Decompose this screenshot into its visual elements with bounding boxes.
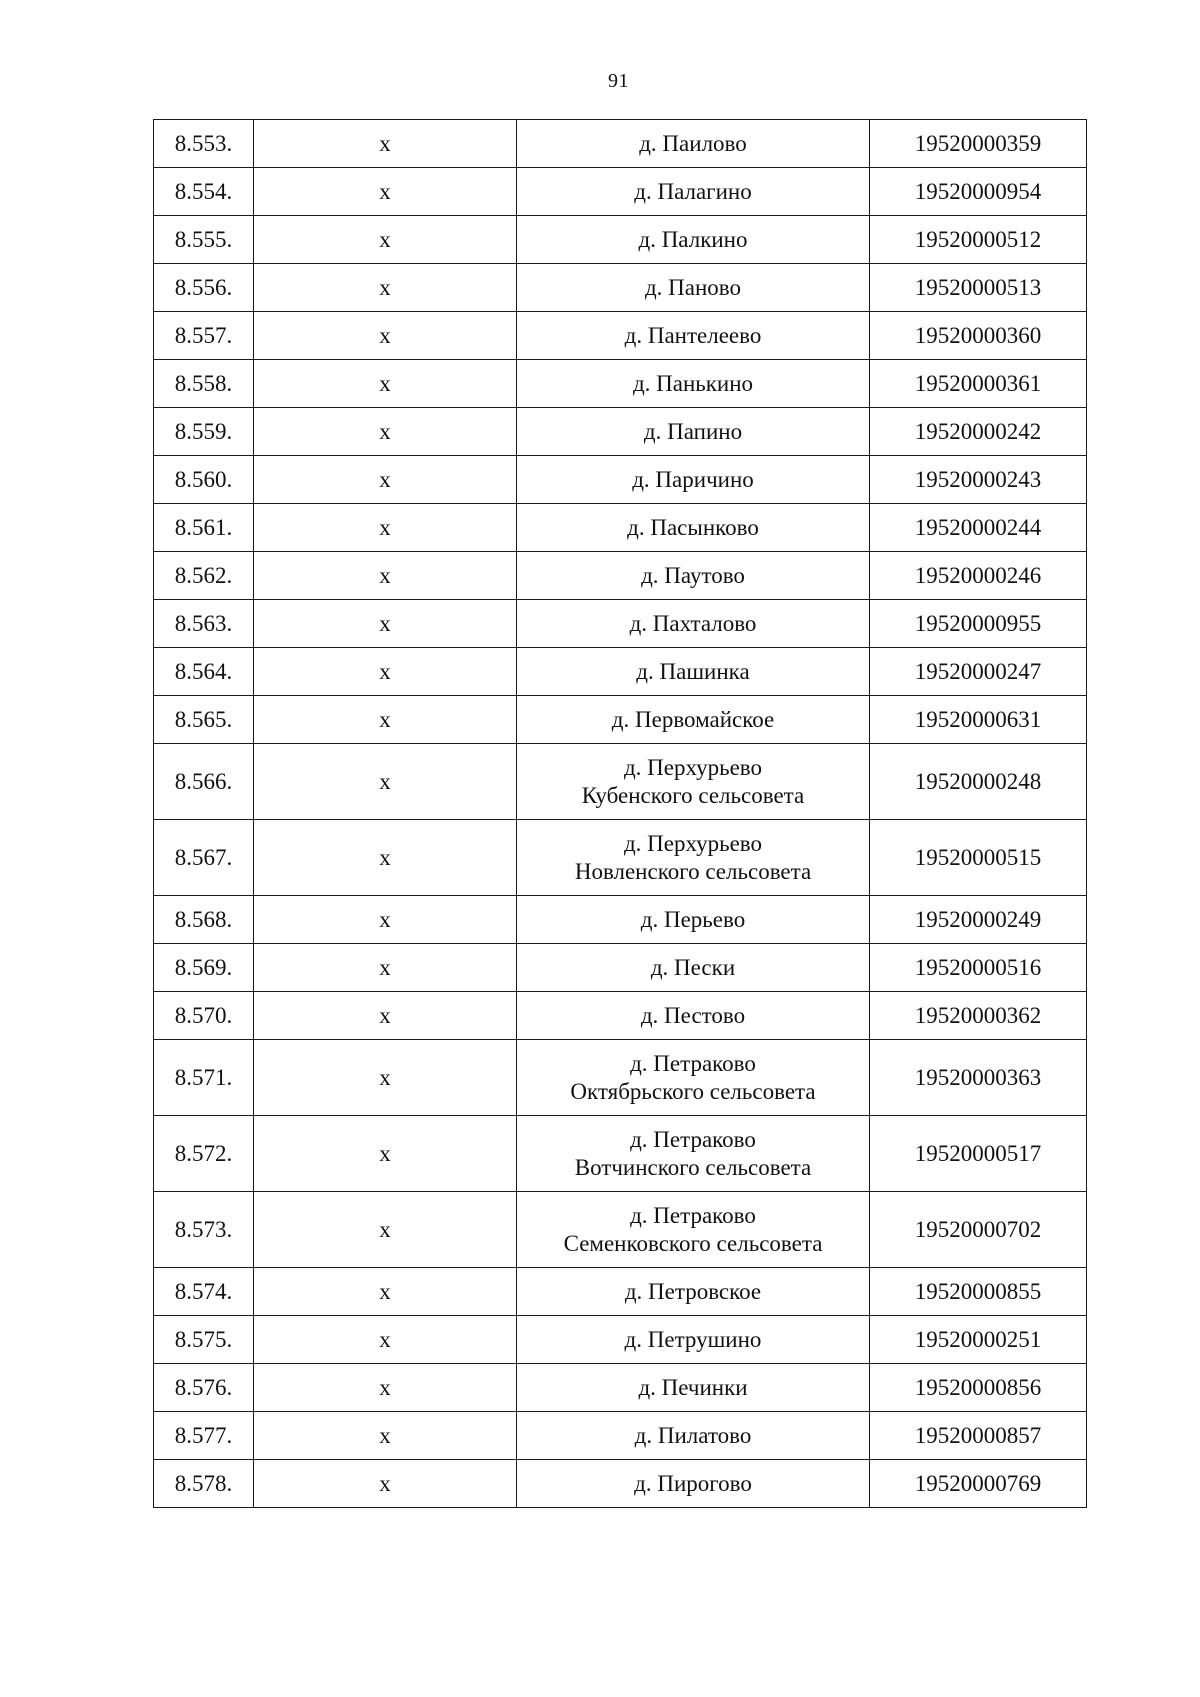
- settlement-name-cell: [517, 1316, 870, 1364]
- settlement-name-line: Семенковского сельсовета: [563, 1230, 823, 1256]
- settlement-name-line: д. Палкино: [638, 226, 748, 252]
- settlement-name-cell: [517, 1268, 870, 1316]
- settlement-name-line: д. Пантелеево: [624, 322, 762, 348]
- table-row: [154, 360, 1087, 408]
- table-row: [154, 744, 1087, 820]
- settlement-name-line: д. Петраково: [630, 1126, 756, 1152]
- settlement-name-line: д. Пасынково: [627, 514, 759, 540]
- settlement-name-cell: [517, 1040, 870, 1116]
- settlement-name-cell: [517, 1460, 870, 1508]
- code-cell: 19520000251: [870, 1316, 1087, 1364]
- code-cell: 19520000955: [870, 600, 1087, 648]
- table-row: [154, 992, 1087, 1040]
- code-cell: 19520000702: [870, 1192, 1087, 1268]
- mark-cell: х: [254, 120, 517, 168]
- row-number-cell: 8.572.: [154, 1116, 254, 1192]
- mark-cell: х: [254, 896, 517, 944]
- code-cell: 19520000631: [870, 696, 1087, 744]
- row-number-cell: 8.576.: [154, 1364, 254, 1412]
- row-number-cell: 8.562.: [154, 552, 254, 600]
- settlement-name-cell: [517, 552, 870, 600]
- settlement-name-line: д. Пахталово: [629, 610, 757, 636]
- code-cell: 19520000517: [870, 1116, 1087, 1192]
- settlement-name-line: Вотчинского сельсовета: [574, 1154, 812, 1180]
- mark-cell: х: [254, 944, 517, 992]
- row-number-cell: 8.567.: [154, 820, 254, 896]
- row-number-cell: 8.577.: [154, 1412, 254, 1460]
- table-row: [154, 216, 1087, 264]
- table-row: [154, 408, 1087, 456]
- table-row: [154, 120, 1087, 168]
- settlement-name-cell: [517, 168, 870, 216]
- settlement-name-cell: [517, 1412, 870, 1460]
- settlement-name-cell: [517, 1364, 870, 1412]
- row-number-cell: 8.571.: [154, 1040, 254, 1116]
- row-number-cell: 8.569.: [154, 944, 254, 992]
- table-row: [154, 552, 1087, 600]
- table-row: [154, 1116, 1087, 1192]
- settlement-name-line: д. Петровское: [624, 1278, 762, 1304]
- settlement-name-cell: [517, 264, 870, 312]
- mark-cell: х: [254, 456, 517, 504]
- code-cell: 19520000362: [870, 992, 1087, 1040]
- mark-cell: х: [254, 264, 517, 312]
- table-row: [154, 168, 1087, 216]
- code-cell: 19520000360: [870, 312, 1087, 360]
- settlement-name-line: д. Петраково: [630, 1202, 756, 1228]
- table-row: [154, 696, 1087, 744]
- settlement-name-cell: [517, 312, 870, 360]
- row-number-cell: 8.561.: [154, 504, 254, 552]
- mark-cell: х: [254, 1412, 517, 1460]
- settlement-name-cell: [517, 504, 870, 552]
- settlements-table: [153, 119, 1087, 1508]
- row-number-cell: 8.557.: [154, 312, 254, 360]
- mark-cell: х: [254, 1116, 517, 1192]
- settlement-name-line: д. Первомайское: [611, 706, 775, 732]
- mark-cell: х: [254, 1316, 517, 1364]
- table-row: [154, 312, 1087, 360]
- table-row: [154, 264, 1087, 312]
- settlement-name-line: д. Перьево: [640, 906, 746, 932]
- row-number-cell: 8.559.: [154, 408, 254, 456]
- mark-cell: х: [254, 1364, 517, 1412]
- settlement-name-cell: [517, 408, 870, 456]
- row-number-cell: 8.560.: [154, 456, 254, 504]
- code-cell: 19520000243: [870, 456, 1087, 504]
- code-cell: 19520000855: [870, 1268, 1087, 1316]
- row-number-cell: 8.564.: [154, 648, 254, 696]
- row-number-cell: 8.565.: [154, 696, 254, 744]
- code-cell: 19520000857: [870, 1412, 1087, 1460]
- settlement-name-line: д. Перхурьево: [623, 754, 763, 780]
- row-number-cell: 8.563.: [154, 600, 254, 648]
- settlement-name-line: Кубенского сельсовета: [581, 782, 805, 808]
- settlement-name-cell: [517, 216, 870, 264]
- table-row: [154, 504, 1087, 552]
- row-number-cell: 8.570.: [154, 992, 254, 1040]
- row-number-cell: 8.578.: [154, 1460, 254, 1508]
- code-cell: 19520000359: [870, 120, 1087, 168]
- mark-cell: х: [254, 216, 517, 264]
- mark-cell: х: [254, 168, 517, 216]
- code-cell: 19520000249: [870, 896, 1087, 944]
- settlement-name-line: д. Паново: [644, 274, 742, 300]
- settlement-name-cell: [517, 120, 870, 168]
- row-number-cell: 8.574.: [154, 1268, 254, 1316]
- settlement-name-line: д. Петрушино: [624, 1326, 762, 1352]
- settlement-name-line: д. Папино: [643, 418, 743, 444]
- table-row: [154, 820, 1087, 896]
- settlement-name-cell: [517, 696, 870, 744]
- mark-cell: х: [254, 696, 517, 744]
- code-cell: 19520000513: [870, 264, 1087, 312]
- table-row: [154, 1364, 1087, 1412]
- settlement-name-cell: [517, 1192, 870, 1268]
- settlement-name-cell: [517, 600, 870, 648]
- table-row: [154, 944, 1087, 992]
- code-cell: 19520000247: [870, 648, 1087, 696]
- settlement-name-cell: [517, 456, 870, 504]
- mark-cell: х: [254, 504, 517, 552]
- code-cell: 19520000856: [870, 1364, 1087, 1412]
- table-row: [154, 600, 1087, 648]
- settlement-name-line: Октябрьского сельсовета: [570, 1078, 816, 1104]
- table-row: [154, 896, 1087, 944]
- mark-cell: х: [254, 552, 517, 600]
- mark-cell: х: [254, 744, 517, 820]
- settlement-name-line: д. Палагино: [634, 178, 752, 204]
- mark-cell: х: [254, 360, 517, 408]
- settlement-name-cell: [517, 944, 870, 992]
- table-row: [154, 1460, 1087, 1508]
- settlement-name-cell: [517, 896, 870, 944]
- settlement-name-line: д. Печинки: [638, 1374, 748, 1400]
- table-row: [154, 1192, 1087, 1268]
- settlements-table-body: [154, 120, 1087, 1508]
- settlement-name-line: д. Паричино: [632, 466, 754, 492]
- row-number-cell: 8.575.: [154, 1316, 254, 1364]
- code-cell: 19520000515: [870, 820, 1087, 896]
- mark-cell: х: [254, 312, 517, 360]
- row-number-cell: 8.566.: [154, 744, 254, 820]
- settlement-name-line: д. Пески: [650, 954, 736, 980]
- settlement-name-line: д. Перхурьево: [623, 830, 763, 856]
- settlement-name-line: д. Паилово: [639, 130, 747, 156]
- table-row: [154, 1412, 1087, 1460]
- mark-cell: х: [254, 408, 517, 456]
- table-row: [154, 648, 1087, 696]
- settlement-name-line: д. Петраково: [630, 1050, 756, 1076]
- settlement-name-line: д. Пирогово: [634, 1470, 752, 1496]
- row-number-cell: 8.568.: [154, 896, 254, 944]
- code-cell: 19520000242: [870, 408, 1087, 456]
- settlement-name-line: д. Пашинка: [636, 658, 750, 684]
- code-cell: 19520000246: [870, 552, 1087, 600]
- code-cell: 19520000516: [870, 944, 1087, 992]
- settlement-name-line: Новленского сельсовета: [574, 858, 812, 884]
- page-number: 91: [608, 70, 629, 92]
- code-cell: 19520000361: [870, 360, 1087, 408]
- settlement-name-line: д. Пестово: [640, 1002, 746, 1028]
- settlement-name-cell: [517, 1116, 870, 1192]
- code-cell: 19520000512: [870, 216, 1087, 264]
- row-number-cell: 8.554.: [154, 168, 254, 216]
- settlement-name-line: д. Паутово: [641, 562, 745, 588]
- mark-cell: х: [254, 648, 517, 696]
- settlement-name-cell: [517, 360, 870, 408]
- mark-cell: х: [254, 820, 517, 896]
- mark-cell: х: [254, 992, 517, 1040]
- code-cell: 19520000248: [870, 744, 1087, 820]
- code-cell: 19520000363: [870, 1040, 1087, 1116]
- settlement-name-cell: [517, 820, 870, 896]
- settlement-name-cell: [517, 648, 870, 696]
- row-number-cell: 8.555.: [154, 216, 254, 264]
- mark-cell: х: [254, 1192, 517, 1268]
- code-cell: 19520000244: [870, 504, 1087, 552]
- row-number-cell: 8.573.: [154, 1192, 254, 1268]
- settlement-name-line: д. Панькино: [632, 370, 754, 396]
- code-cell: 19520000769: [870, 1460, 1087, 1508]
- row-number-cell: 8.558.: [154, 360, 254, 408]
- settlement-name-line: д. Пилатово: [634, 1422, 752, 1448]
- table-row: [154, 1268, 1087, 1316]
- table-row: [154, 1040, 1087, 1116]
- mark-cell: х: [254, 600, 517, 648]
- settlement-name-cell: [517, 992, 870, 1040]
- settlement-name-cell: [517, 744, 870, 820]
- table-row: [154, 1316, 1087, 1364]
- mark-cell: х: [254, 1040, 517, 1116]
- code-cell: 19520000954: [870, 168, 1087, 216]
- mark-cell: х: [254, 1268, 517, 1316]
- mark-cell: х: [254, 1460, 517, 1508]
- row-number-cell: 8.556.: [154, 264, 254, 312]
- row-number-cell: 8.553.: [154, 120, 254, 168]
- table-row: [154, 456, 1087, 504]
